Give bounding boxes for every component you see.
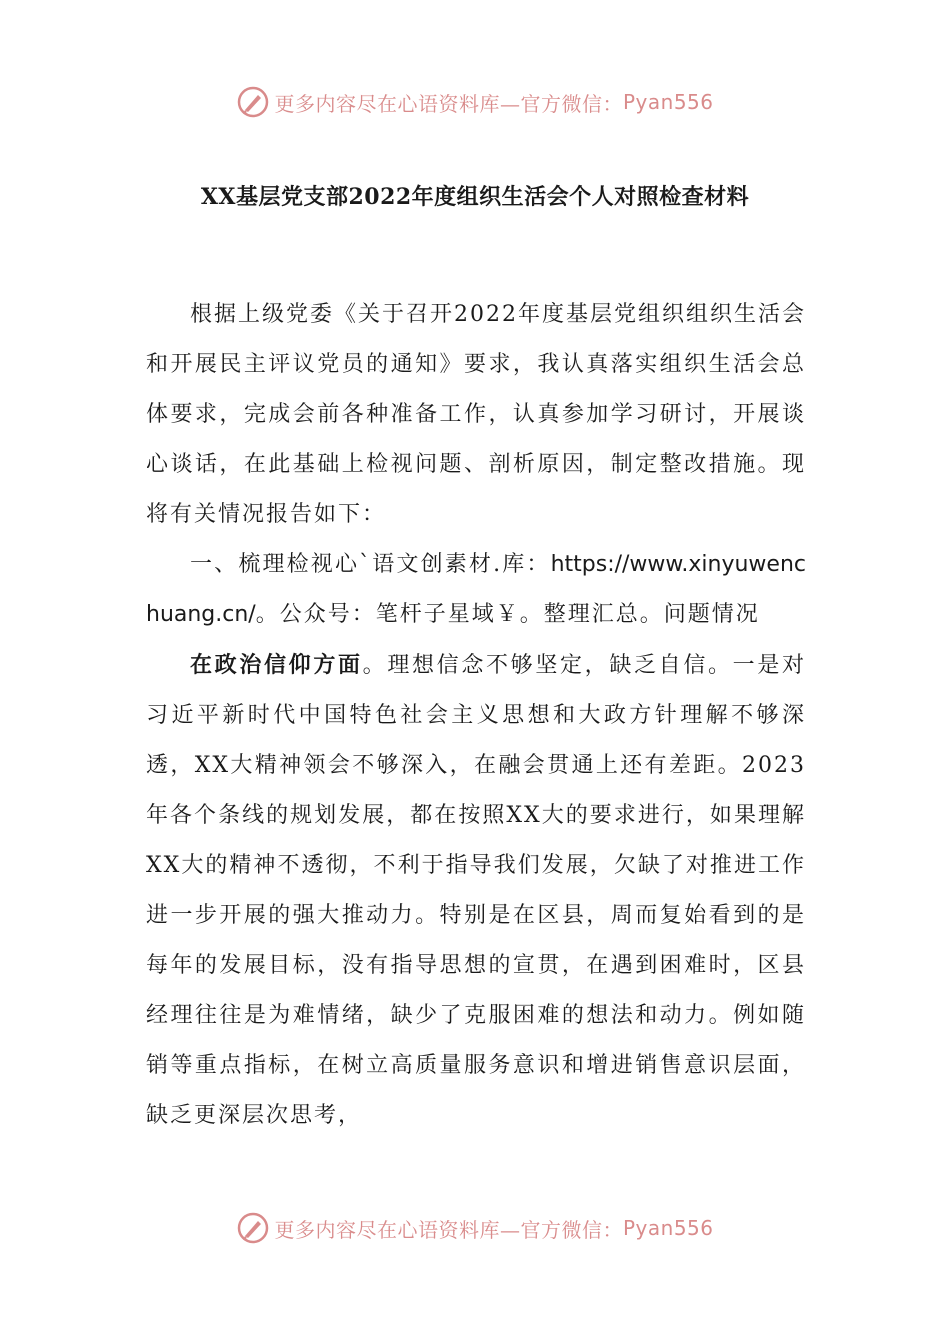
header-watermark (0, 82, 950, 122)
watermark-text: 更多内容尽在心语资料库—官方微信： (274, 91, 623, 116)
watermark-wechat-id: Pyan556 (622, 1216, 714, 1240)
section-heading-1 (146, 540, 806, 640)
watermark-wechat-id: Pyan556 (622, 90, 714, 114)
political-belief-paragraph (146, 640, 806, 1141)
paragraph-lead-bold: 在政治信仰方面 (190, 652, 363, 678)
footer-watermark (0, 1208, 950, 1248)
watermark-text: 更多内容尽在心语资料库—官方微信： (274, 1217, 623, 1242)
paragraph-body: 。理想信念不够坚定，缺乏自信。一是对习近平新时代中国特色社会主义思想和大政方针理解不够深透，XX大精神领会不够深入，在融会贯通上还有差距。2023年各个条线的规划发展，都在按照XX大的要求进行，如果理解XX大的精神不透彻，不利于指导我们发展，欠缺了对推进工作进一步开展的强大推动力。特别是在区县，周而复始看到的是每年的发展目标，没有指导思想的宣贯，在遇到困难时，区县经理往往是为难情绪，缺少了克服困难的想法和动力。例如随销等重点指标，在树立高质量服务意识和增进销售意识层面，缺乏更深层次思考， (146, 653, 806, 1128)
document-title: XX基层党支部2022年度组织生活会个人对照检查材料 (200, 184, 750, 210)
intro-paragraph: 根据上级党委《关于召开2022年度基层党组织组织生活会和开展民主评议党员的通知》要求，我认真落实组织生活会总体要求，完成会前各种准备工作，认真参加学习研讨，开展谈心谈话，在此基础上检视问题、剖析原因，制定整改措施。现将有关情况报告如下： (146, 302, 806, 527)
document-body (146, 290, 806, 1141)
pen-logo-icon (236, 1211, 270, 1245)
pen-logo-icon (236, 85, 270, 119)
website-link[interactable]: https://www.xinyuwenchuang.cn/ (146, 552, 806, 627)
section-heading-suffix: 。公众号：笔杆子星域￥。整理汇总。问题情况 (255, 602, 760, 627)
section-heading-prefix: 一、梳理检视心`语文创素材.库： (190, 552, 551, 577)
